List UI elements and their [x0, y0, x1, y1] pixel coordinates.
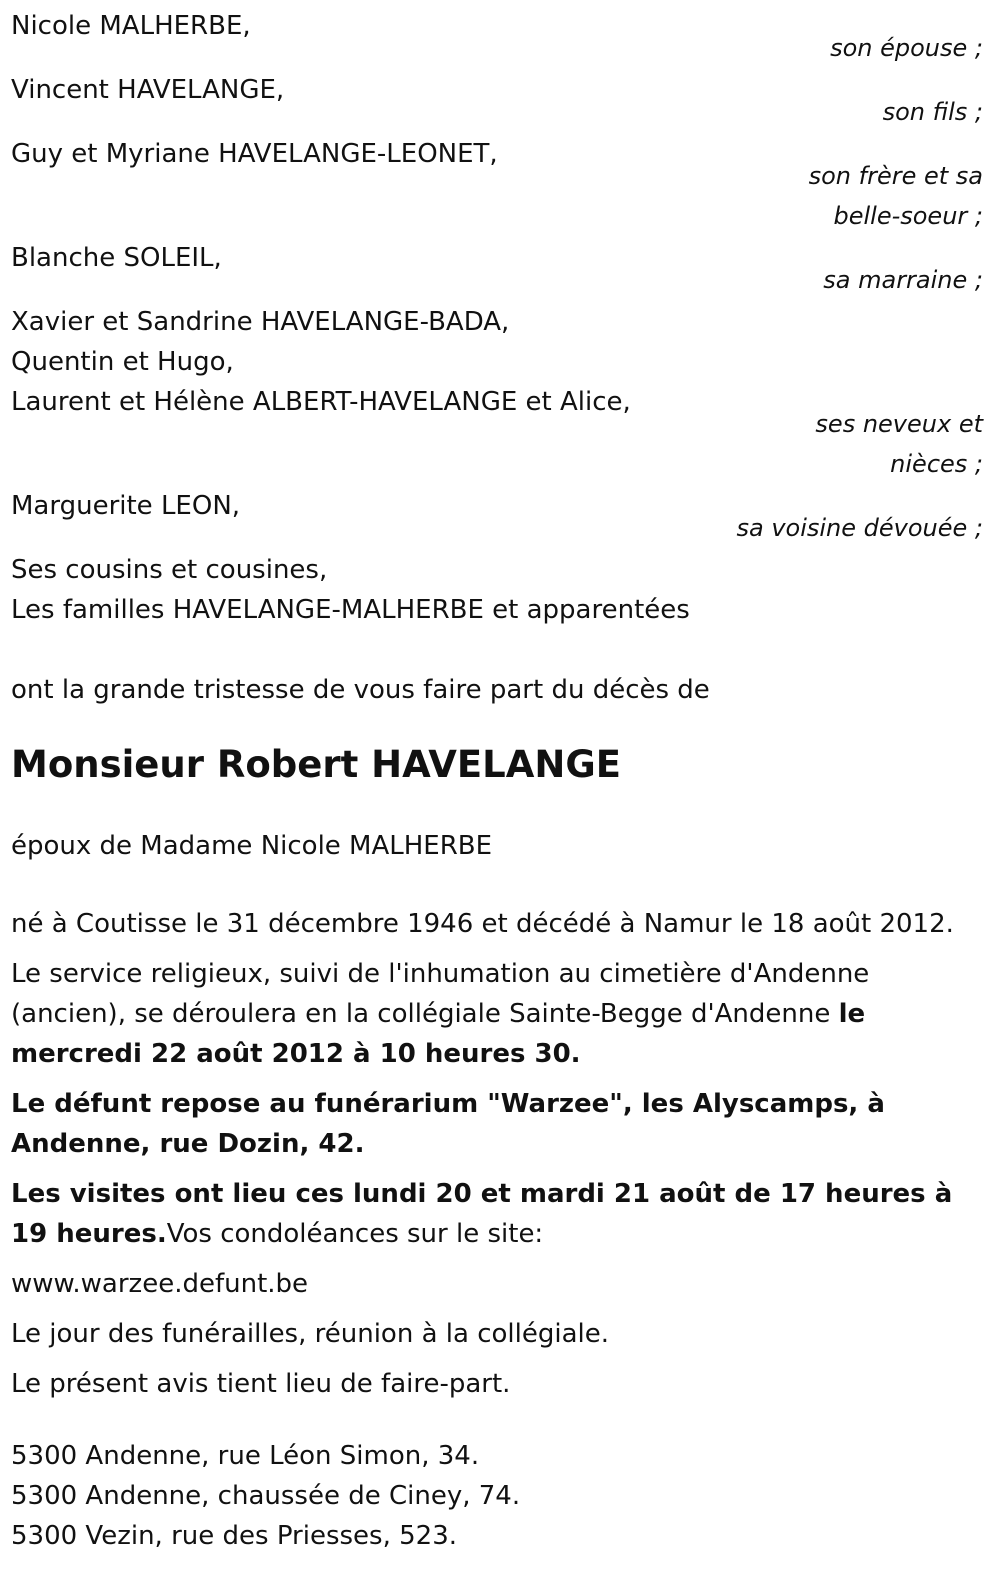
family-entry [11, 550, 983, 630]
address-line: 5300 Vezin, rue des Priesses, 523. [11, 1521, 457, 1551]
meeting-info: Le jour des funérailles, réunion à la collégiale. [11, 1319, 609, 1349]
family-name-line: Marguerite LEON, [11, 491, 241, 521]
family-entry [11, 486, 983, 548]
service-info [11, 954, 983, 1074]
family-entry [11, 70, 983, 132]
family-name-line: Quentin et Hugo, [11, 347, 234, 377]
family-name-line: Nicole MALHERBE, [11, 11, 251, 41]
condolences-text: Vos condoléances sur le site: [166, 1219, 544, 1249]
family-name-line: Xavier et Sandrine HAVELANGE-BADA, [11, 307, 510, 337]
family-role: sa voisine dévouée ; [736, 514, 983, 542]
family-role: son fils ; [882, 98, 983, 126]
obituary-notice [11, 6, 983, 1556]
service-date: le mercredi 22 août 2012 à 10 heures 30. [11, 999, 866, 1069]
spouse-line: époux de Madame Nicole MALHERBE [11, 831, 493, 861]
visits-info [11, 1174, 983, 1254]
family-name-line: Les familles HAVELANGE-MALHERBE et apparentées [11, 595, 690, 625]
notice-text: Le présent avis tient lieu de faire-part. [11, 1369, 511, 1399]
family-name-line: Vincent HAVELANGE, [11, 75, 285, 105]
family-entry [11, 134, 983, 236]
family-role: son frère et sa [808, 162, 983, 190]
visits-hours: Les visites ont lieu ces lundi 20 et mardi 21 août de 17 heures à 19 heures. [11, 1179, 953, 1249]
family-name-line: Ses cousins et cousines, [11, 555, 328, 585]
family-name-line: Blanche SOLEIL, [11, 243, 222, 273]
service-text: Le service religieux, suivi de l'inhumation au cimetière d'Andenne (ancien), se déroulera en la collégiale Sainte-Begge d'Andenne [11, 959, 870, 1029]
announcement: ont la grande tristesse de vous faire part du décès de [11, 675, 710, 705]
family-role: sa marraine ; [823, 266, 983, 294]
website-link[interactable]: www.warzee.defunt.be [11, 1269, 309, 1299]
family-name-line: Guy et Myriane HAVELANGE-LEONET, [11, 139, 498, 169]
family-entry [11, 238, 983, 300]
family-role: belle-soeur ; [833, 202, 983, 230]
family-entry [11, 302, 983, 484]
family-name-line: Laurent et Hélène ALBERT-HAVELANGE et Alice, [11, 387, 631, 417]
deceased-name: Monsieur Robert HAVELANGE [11, 743, 621, 786]
addresses [11, 1436, 983, 1556]
family-entry [11, 6, 983, 68]
family-role: son épouse ; [830, 34, 983, 62]
family-role: nièces ; [890, 450, 983, 478]
birth-death: né à Coutisse le 31 décembre 1946 et décédé à Namur le 18 août 2012. [11, 909, 954, 939]
address-line: 5300 Andenne, chaussée de Ciney, 74. [11, 1481, 521, 1511]
address-line: 5300 Andenne, rue Léon Simon, 34. [11, 1441, 480, 1471]
funerarium-info: Le défunt repose au funérarium "Warzee", les Alyscamps, à Andenne, rue Dozin, 42. [11, 1089, 885, 1159]
family-role: ses neveux et [815, 410, 983, 438]
